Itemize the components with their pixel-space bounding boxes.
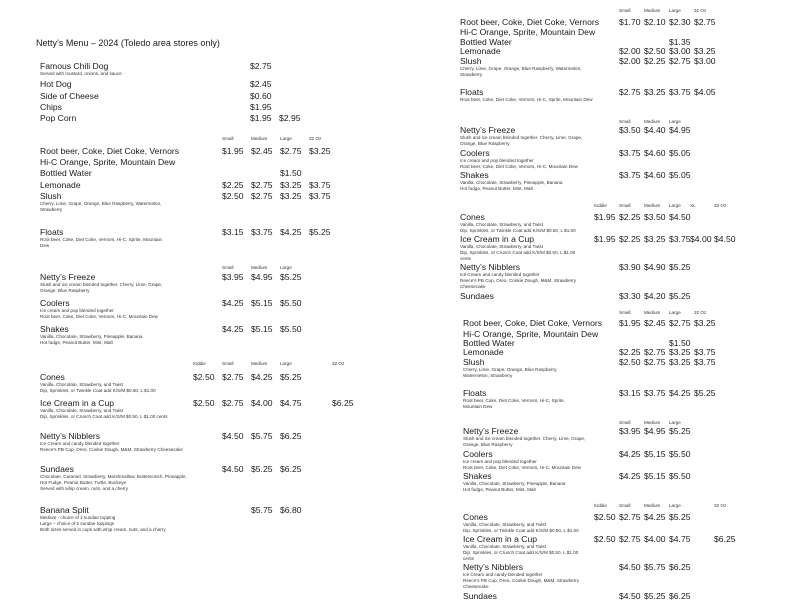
menu-item-description: Ice Cream and candy blended together Reece’s PB Cup, Oreo, Cookie Dough, M&M, Strawberry Cheesecake — [460, 272, 577, 289]
menu-item-price: $3.75 — [669, 87, 691, 97]
menu-item-price: $4.00 — [644, 534, 666, 544]
menu-item-name: Famous Chili Dog — [40, 61, 109, 71]
column-header: Medium — [644, 420, 661, 425]
menu-item-price: $5.15 — [644, 471, 666, 481]
menu-item-name: Shakes — [460, 170, 489, 180]
menu-item-price: $4.25 — [280, 227, 302, 237]
menu-item-price: $3.75 — [251, 227, 273, 237]
menu-item-price: $1.35 — [669, 37, 691, 47]
menu-item-price: $3.15 — [222, 227, 244, 237]
menu-item-name: Banana Split — [40, 505, 89, 515]
menu-item-price: $4.25 — [251, 372, 273, 382]
menu-item-price: $4.25 — [222, 298, 244, 308]
menu-item-description: Root beer, Coke, Diet Coke, Vernors, Hi-C, Sprite, Mountain Dew — [40, 237, 163, 248]
column-header: Large — [669, 203, 681, 208]
menu-item-price: $2.45 — [251, 146, 273, 156]
menu-item-price: $4.50 — [714, 234, 736, 244]
menu-item-price: $3.95 — [222, 272, 244, 282]
menu-item-price: $6.25 — [280, 431, 302, 441]
menu-item-description: Vanilla, Chocolate, Strawberry, and Twist Dip, Sprinkles, or Twinkle Coat add K/S/M $0.50, L $1.00 — [40, 382, 156, 393]
menu-item-description: Cherry, Lime, Grape, Orange, Blue Raspberry, Watermelon, Strawberry — [463, 367, 558, 378]
menu-title: Netty’s Menu – 2024 (Toledo area stores only) — [36, 38, 220, 48]
menu-item-price: $4.75 — [669, 534, 691, 544]
menu-item-price: $4.75 — [280, 398, 302, 408]
menu-item-price: $6.25 — [280, 464, 302, 474]
menu-item-name: Cones — [463, 512, 488, 522]
menu-item-price: $2.25 — [619, 347, 641, 357]
menu-item-price: $3.50 — [644, 212, 666, 222]
menu-item-description: Vanilla, Chocolate, Strawberry, and Twist Dip, Sprinkles, or Twinkle Coat add K/S/M $0.50, L $1.00 — [463, 522, 579, 533]
menu-item-price: $4.95 — [251, 272, 273, 282]
menu-item-price: $5.25 — [280, 372, 302, 382]
column-header: Medium — [644, 119, 661, 124]
menu-item-price: $3.25 — [669, 357, 691, 367]
menu-item-price: $2.75 — [669, 318, 691, 328]
menu-item-price: $2.75 — [222, 372, 244, 382]
menu-item-name: Netty’s Freeze — [463, 426, 519, 436]
menu-item-name: Cones — [40, 372, 65, 382]
menu-item-name: Slush — [463, 357, 485, 367]
menu-item-price: $2.00 — [619, 46, 641, 56]
menu-item-price: $6.25 — [669, 591, 691, 600]
menu-item-description: Medium - choice of 1 sundae topping Large – choice of 2 sundae toppings Both sizes served in cups with whip cream, nuts, and a cherry — [40, 515, 166, 532]
menu-item-price: $2.50 — [222, 191, 244, 201]
menu-item-name: Coolers — [40, 298, 70, 308]
menu-item-price: $6.25 — [669, 562, 691, 572]
menu-item-description: Root beer, Coke, Diet Coke, Vernors, Hi-C, Sprite, Mountain Dew — [463, 398, 565, 409]
menu-item-name: Hi-C Orange, Sprite, Mountain Dew — [460, 27, 596, 37]
column-header: 32 Oz — [694, 8, 707, 13]
column-header: Small — [619, 8, 631, 13]
menu-item-price: $1.50 — [280, 168, 302, 178]
menu-item-price: $3.25 — [309, 146, 331, 156]
menu-item-name: Root beer, Coke, Diet Coke, Vernors — [460, 17, 600, 27]
menu-item-price: $5.25 — [644, 591, 666, 600]
column-header: Large — [669, 119, 681, 124]
menu-item-price: $2.50 — [619, 357, 641, 367]
menu-item-price: $3.75 — [309, 180, 331, 190]
menu-item-price: $2.75 — [619, 512, 641, 522]
menu-item-price: $3.75 — [644, 388, 666, 398]
column-header: Large — [669, 420, 681, 425]
menu-item-price: $3.25 — [644, 234, 666, 244]
menu-item-description: Ice cream and pop blended together Root beer, Coke, Diet Coke, Vernors, Hi-C, Mountain Dew — [40, 308, 158, 319]
menu-item-price: $3.75 — [619, 148, 641, 158]
menu-item-description: Vanilla, Chocolate, Strawberry, and Twist Dip, Sprinkles, or Crunch Coat add K/S/M $0.50, L $1.00 cents — [460, 244, 576, 261]
menu-item-name: Netty’s Nibblers — [460, 262, 521, 272]
column-header: 32 Oz — [714, 503, 727, 508]
menu-item-price: $2.45 — [250, 79, 272, 89]
menu-item-price: $3.25 — [694, 318, 716, 328]
menu-item-description: Ice Cream and candy blended together Reece’s PB Cup, Oreo, Cookie Dough, M&M, Strawberry Cheesecake — [463, 572, 580, 589]
menu-item-name: Lemonade — [40, 180, 81, 190]
menu-item-price: $2.50 — [594, 534, 616, 544]
column-header: Medium — [251, 361, 268, 366]
menu-item-name: Bottled Water — [40, 168, 92, 178]
menu-item-price: $2.30 — [669, 17, 691, 27]
menu-item-description: Ice Cream and candy blended together Reece’s PB Cup, Oreo, Cookie Dough, M&M, Strawberry Cheesecake — [40, 441, 183, 452]
menu-item-name: Netty’s Nibblers — [40, 431, 101, 441]
menu-item-price: $1.95 — [222, 146, 244, 156]
menu-item-price: $6.80 — [280, 505, 302, 515]
menu-item-price: $5.25 — [694, 388, 716, 398]
menu-page-right-top — [440, 0, 800, 305]
menu-item-description: Vanilla, Chocolate, Strawberry, and Twist Dip, Sprinkles, or Twinkle Coat add K/S/M $0.50, L $1.00 — [460, 222, 576, 233]
menu-item-price: $6.25 — [714, 534, 736, 544]
menu-item-name: Ice Cream in a Cup — [40, 398, 115, 408]
menu-item-price: $2.10 — [644, 17, 666, 27]
column-header: Kiddie — [193, 361, 206, 366]
menu-item-name: Cones — [460, 212, 485, 222]
menu-item-price: $3.25 — [280, 191, 302, 201]
column-header: 32 Oz — [332, 361, 345, 366]
menu-item-description: Cherry, Lime, Grape, Orange, Blue Raspberry, Watermelon, Strawberry — [460, 66, 582, 77]
column-header: Small — [222, 361, 234, 366]
menu-item-price: $4.25 — [644, 512, 666, 522]
menu-item-name: Coolers — [463, 449, 493, 459]
menu-item-name: Hot Dog — [40, 79, 72, 89]
menu-item-description: Ice cream and pop blended together Root beer, Coke, Diet Coke, Vernors, Hi-C, Mountain Dew — [463, 459, 581, 470]
menu-item-price: $3.25 — [694, 46, 716, 56]
menu-item-name: Chips — [40, 102, 62, 112]
menu-item-price: $5.25 — [669, 262, 691, 272]
menu-item-price: $4.95 — [669, 125, 691, 135]
menu-item-price: $4.25 — [222, 324, 244, 334]
menu-item-price: $3.75 — [694, 357, 716, 367]
menu-item-name: Floats — [460, 87, 484, 97]
menu-item-price: $4.25 — [619, 449, 641, 459]
menu-item-description: Slush and ice cream blended together. Cherry, Lime, Grape, Orange, Blue Raspberry — [463, 436, 586, 447]
menu-item-name: Slush — [40, 191, 62, 201]
menu-item-price: $2.75 — [280, 146, 302, 156]
menu-item-price: $3.90 — [619, 262, 641, 272]
menu-item-description: Vanilla, Chocolate, Strawberry, Pineapple, Banana Hot fudge, Peanut Butter, Mint, Malt — [463, 481, 566, 492]
menu-item-price: $4.20 — [644, 291, 666, 301]
menu-item-price: $2.95 — [279, 113, 301, 123]
menu-item-price: $5.25 — [309, 227, 331, 237]
menu-item-price: $4.50 — [669, 212, 691, 222]
menu-item-price: $4.50 — [619, 562, 641, 572]
menu-item-price: $5.75 — [251, 431, 273, 441]
menu-item-description: Cherry, Lime, Grape, Orange, Blue Raspberry, Watermelon, Strawberry — [40, 201, 162, 212]
menu-item-price: $1.95 — [594, 234, 616, 244]
menu-item-price: $5.75 — [644, 562, 666, 572]
menu-item-price: $3.25 — [280, 180, 302, 190]
menu-item-name: Side of Cheese — [40, 91, 99, 101]
column-header: 32 Oz — [714, 203, 727, 208]
menu-item-price: $1.70 — [619, 17, 641, 27]
menu-item-price: $4.50 — [222, 431, 244, 441]
menu-item-description: Ice cream and pop blended together Root beer, Coke, Diet Coke, Vernors, Hi-C, Mountain Dew — [460, 158, 578, 169]
menu-item-price: $2.75 — [644, 357, 666, 367]
menu-item-name: Floats — [463, 388, 487, 398]
menu-item-price: $5.50 — [280, 324, 302, 334]
menu-item-name: Netty’s Freeze — [40, 272, 96, 282]
menu-item-price: $3.75 — [309, 191, 331, 201]
menu-item-price: $5.15 — [251, 324, 273, 334]
menu-item-name: Bottled Water — [463, 338, 515, 348]
menu-item-price: $5.50 — [669, 449, 691, 459]
menu-item-price: $6.25 — [332, 398, 354, 408]
column-header: 32 Oz — [694, 310, 707, 315]
menu-item-name: Pop Corn — [40, 113, 77, 123]
column-header: Large — [280, 361, 292, 366]
column-header: Medium — [644, 503, 661, 508]
menu-item-description: Served with mustard, onions, and sauce — [40, 71, 122, 76]
menu-item-name: Floats — [40, 227, 64, 237]
menu-item-price: $4.25 — [619, 471, 641, 481]
menu-item-price: $4.00 — [251, 398, 273, 408]
column-header: XL — [690, 203, 696, 208]
menu-item-price: $1.95 — [594, 212, 616, 222]
menu-item-price: $2.25 — [222, 180, 244, 190]
column-header: Kiddie — [594, 203, 607, 208]
menu-item-price: $0.60 — [250, 91, 272, 101]
menu-item-name: Slush — [460, 56, 482, 66]
menu-item-price: $4.60 — [644, 148, 666, 158]
menu-item-price: $4.90 — [644, 262, 666, 272]
menu-item-price: $2.50 — [193, 372, 215, 382]
menu-item-price: $2.50 — [594, 512, 616, 522]
menu-item-price: $4.95 — [644, 426, 666, 436]
column-header: Large — [280, 265, 292, 270]
column-header: Large — [280, 136, 292, 141]
column-header: Large — [669, 8, 681, 13]
menu-item-price: $5.25 — [669, 426, 691, 436]
column-header: Small — [619, 203, 631, 208]
menu-item-price: $5.15 — [644, 449, 666, 459]
menu-item-name: Hi-C Orange, Sprite, Mountain Dew — [463, 329, 599, 339]
menu-item-name: Root beer, Coke, Diet Coke, Vernors — [40, 146, 180, 156]
menu-item-price: $2.50 — [644, 46, 666, 56]
menu-item-description: Slush and ice cream blended together. Cherry, Lime, Grape, Orange, Blue Raspberry — [460, 135, 583, 146]
menu-item-price: $2.75 — [694, 17, 716, 27]
menu-item-price: $5.05 — [669, 148, 691, 158]
menu-item-price: $3.95 — [619, 426, 641, 436]
menu-item-price: $3.25 — [644, 87, 666, 97]
menu-item-price: $4.00 — [690, 234, 712, 244]
menu-item-price: $4.25 — [669, 388, 691, 398]
menu-item-price: $2.25 — [644, 56, 666, 66]
menu-item-price: $3.30 — [619, 291, 641, 301]
menu-item-name: Ice Cream in a Cup — [460, 234, 535, 244]
menu-item-price: $2.75 — [222, 398, 244, 408]
menu-item-price: $4.60 — [644, 170, 666, 180]
menu-item-price: $3.75 — [694, 347, 716, 357]
menu-item-price: $1.95 — [250, 113, 272, 123]
menu-page-right-bottom — [440, 305, 800, 600]
menu-item-price: $4.40 — [644, 125, 666, 135]
menu-item-description: Vanilla, Chocolate, Strawberry, and Twist Dip, Sprinkles, or Crunch Coat add K/S/M $0.50, L $1.00 cents — [40, 408, 168, 419]
menu-item-price: $5.25 — [280, 272, 302, 282]
menu-item-price: $2.75 — [619, 534, 641, 544]
menu-item-name: Bottled Water — [460, 37, 512, 47]
menu-item-name: Shakes — [463, 471, 492, 481]
menu-item-name: Sundaes — [40, 464, 74, 474]
menu-item-name: Sundaes — [463, 591, 497, 600]
menu-item-price: $3.75 — [669, 234, 691, 244]
column-header: Medium — [644, 8, 661, 13]
menu-item-price: $3.25 — [669, 347, 691, 357]
menu-item-price: $3.75 — [619, 170, 641, 180]
column-header: Small — [222, 136, 234, 141]
menu-item-price: $3.50 — [619, 125, 641, 135]
menu-item-price: $2.75 — [251, 180, 273, 190]
menu-item-price: $2.75 — [250, 61, 272, 71]
menu-item-description: Vanilla, Chocolate, Strawberry, and Twist Dip, Sprinkles, or Crunch Coat add K/S/M $0.50, L $1.00 cents — [463, 544, 579, 561]
column-header: Small — [222, 265, 234, 270]
menu-item-description: Root beer, Coke, Diet Coke, Vernors, Hi-C, Sprite, Mountain Dew — [460, 97, 593, 102]
menu-item-name: Hi-C Orange, Sprite, Mountain Dew — [40, 157, 176, 167]
menu-item-price: $5.75 — [251, 505, 273, 515]
menu-item-name: Lemonade — [460, 46, 501, 56]
menu-item-price: $2.75 — [251, 191, 273, 201]
menu-item-description: Chocolate, Caramel, Strawberry, Marshmallow, Butterscotch, Pineapple, Hot Fudge, Peanut Butter, Turtle, Buckeye Served with whip cream, nuts, and a cherry — [40, 474, 187, 491]
menu-item-price: $4.50 — [222, 464, 244, 474]
menu-item-name: Netty’s Freeze — [460, 125, 516, 135]
menu-item-price: $2.25 — [619, 234, 641, 244]
column-header: Small — [619, 119, 631, 124]
menu-item-price: $3.15 — [619, 388, 641, 398]
column-header: Medium — [251, 136, 268, 141]
menu-item-price: $2.50 — [193, 398, 215, 408]
menu-item-name: Ice Cream in a Cup — [463, 534, 538, 544]
column-header: Small — [619, 503, 631, 508]
column-header: Kiddie — [594, 503, 607, 508]
menu-item-description: Slush and ice cream blended together. Cherry, Lime, Grape, Orange, Blue Raspberry — [40, 282, 163, 293]
menu-item-price: $4.05 — [694, 87, 716, 97]
menu-item-name: Netty’s Nibblers — [463, 562, 524, 572]
menu-item-price: $1.95 — [619, 318, 641, 328]
column-header: Large — [669, 503, 681, 508]
menu-item-price: $4.50 — [619, 591, 641, 600]
column-header: Medium — [644, 203, 661, 208]
menu-item-description: Vanilla, Chocolate, Strawberry, Pineapple, Banana Hot fudge, Peanut Butter, Mint, Malt — [40, 334, 143, 345]
menu-item-description: Vanilla, Chocolate, Strawberry, Pineapple, Banana Hot fudge, Peanut Butter, Mint, Malt — [460, 180, 563, 191]
menu-item-price: $5.25 — [669, 512, 691, 522]
menu-item-price: $1.95 — [250, 102, 272, 112]
menu-item-price: $3.00 — [669, 46, 691, 56]
menu-item-price: $5.50 — [280, 298, 302, 308]
menu-item-price: $2.25 — [619, 212, 641, 222]
column-header: Small — [619, 420, 631, 425]
menu-item-price: $5.15 — [251, 298, 273, 308]
menu-item-price: $2.00 — [619, 56, 641, 66]
menu-item-price: $2.75 — [619, 87, 641, 97]
menu-item-price: $5.25 — [251, 464, 273, 474]
column-header: Large — [669, 310, 681, 315]
column-header: Medium — [251, 265, 268, 270]
menu-item-price: $3.00 — [694, 56, 716, 66]
menu-item-name: Shakes — [40, 324, 69, 334]
menu-item-price: $5.25 — [669, 291, 691, 301]
menu-item-price: $5.50 — [669, 471, 691, 481]
menu-item-name: Sundaes — [460, 291, 494, 301]
menu-item-price: $5.05 — [669, 170, 691, 180]
menu-item-name: Root beer, Coke, Diet Coke, Vernors — [463, 318, 603, 328]
column-header: 32 Oz — [309, 136, 322, 141]
menu-item-name: Coolers — [460, 148, 490, 158]
menu-item-price: $2.45 — [644, 318, 666, 328]
menu-item-price: $2.75 — [644, 347, 666, 357]
column-header: Medium — [644, 310, 661, 315]
menu-item-price: $2.75 — [669, 56, 691, 66]
menu-item-name: Lemonade — [463, 347, 504, 357]
menu-item-price: $1.50 — [669, 338, 691, 348]
column-header: Small — [619, 310, 631, 315]
